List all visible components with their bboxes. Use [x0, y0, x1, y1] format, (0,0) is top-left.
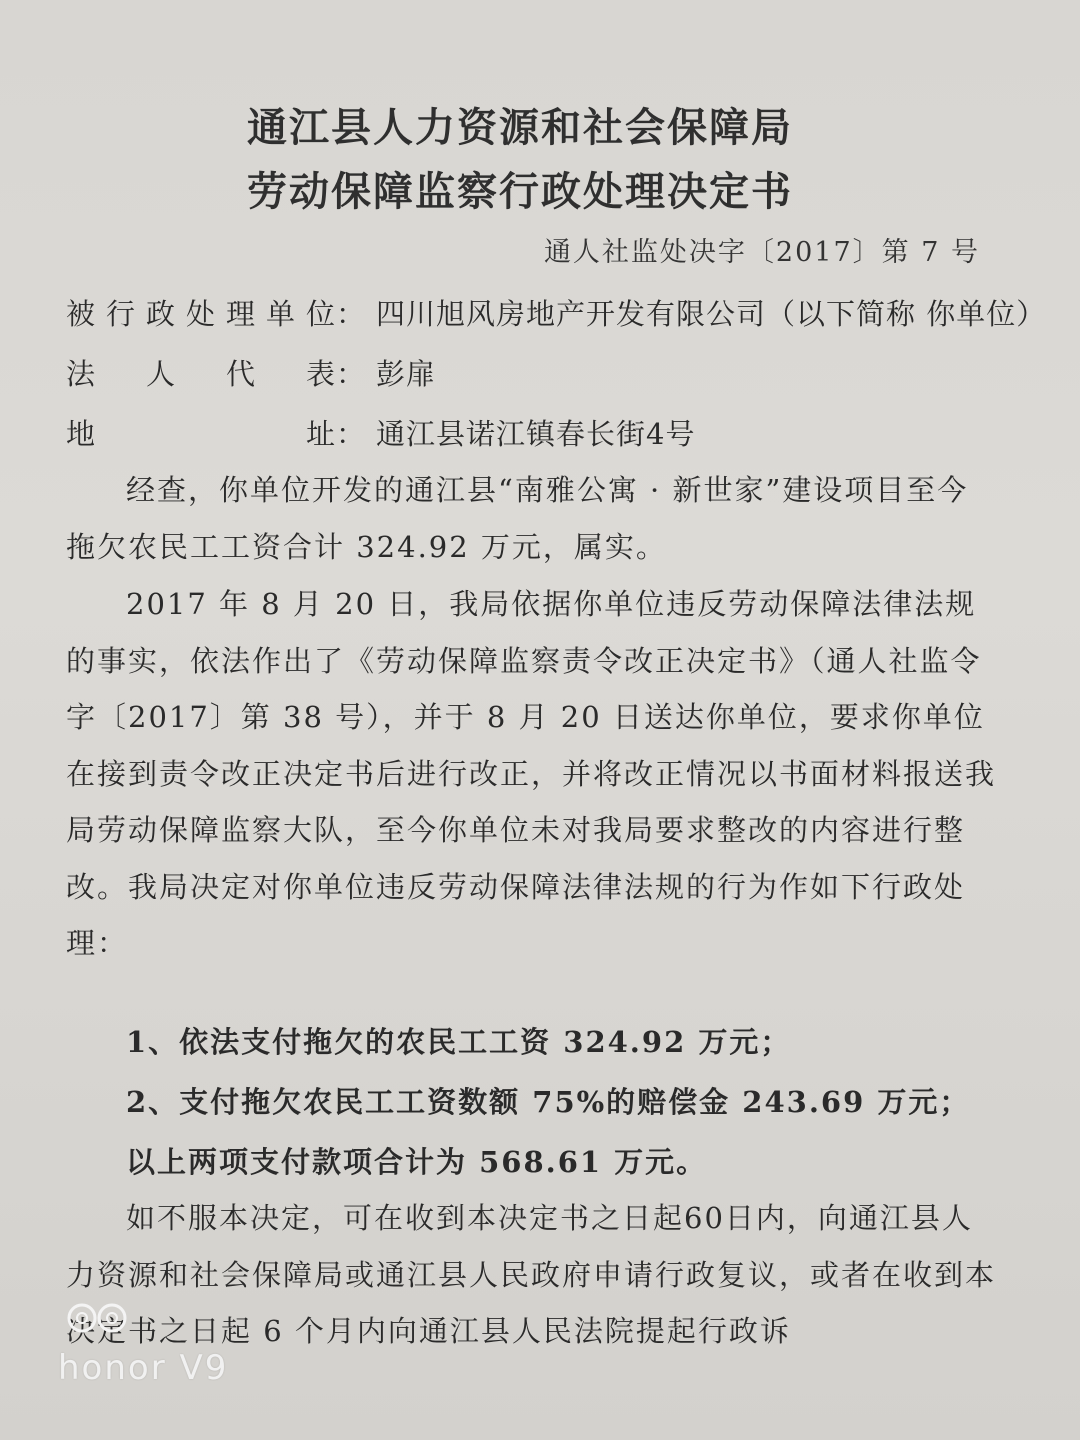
dual-camera-icon	[66, 1300, 130, 1336]
field-party-colon: ：	[336, 297, 367, 331]
field-party	[66, 292, 1046, 333]
field-address	[66, 412, 695, 453]
field-party-label: 被行政处理单位	[66, 297, 336, 331]
camera-watermark: honor V9	[58, 1348, 229, 1388]
field-party-value: 四川旭风房地产开发有限公司（以下简称 你单位）	[376, 297, 1047, 331]
field-legal-rep-value: 彭扉	[376, 357, 437, 391]
field-address-colon: ：	[336, 417, 367, 451]
paragraph-decision: 2017 年 8 月 20 日，我局依据你单位违反劳动保障法律法规的事实，依法作出了《劳动保障监察责令改正决定书》（通人社监令字〔2017〕第 38 号），并于 8 月 20 日送达你单位，要求你单位在接到责令改正决定书后进行改正，并将改正情况以书面材料报送我局劳动保障监察大队，至今你单位未对我局要求整改的内容进行整改。我局决定对你单位违反劳动保障法律法规的行为作如下行政处理：	[66, 587, 997, 960]
document-title-line1: 通江县人力资源和社会保障局	[247, 105, 793, 151]
field-address-value: 通江县诺江镇春长街4号	[376, 417, 696, 451]
paragraph-findings: 经查，你单位开发的通江县“南雅公寓 · 新世家”建设项目至今拖欠农民工工资合计 324.92 万元，属实。	[66, 473, 969, 564]
document-title-line2: 劳动保障监察行政处理决定书	[247, 169, 793, 215]
document-number: 通人社监处决字〔2017〕第 7 号	[543, 237, 980, 268]
field-legal-rep	[66, 352, 436, 393]
decision-item-1: 1、依法支付拖欠的农民工工资 324.92 万元；	[126, 1025, 792, 1059]
paragraph-appeal: 如不服本决定，可在收到本决定书之日起60日内，向通江县人力资源和社会保障局或通江县人民政府申请行政复议，或者在收到本决定书之日起 6 个月内向通江县人民法院提起行政诉	[66, 1201, 997, 1348]
decision-total: 以上两项支付款项合计为 568.61 万元。	[126, 1145, 708, 1179]
field-legal-rep-colon: ：	[336, 357, 367, 391]
field-legal-rep-label: 法人代表	[66, 357, 336, 391]
field-address-label: 地址	[66, 417, 336, 451]
decision-item-2: 2、支付拖欠农民工工资数额 75%的赔偿金 243.69 万元；	[126, 1085, 971, 1119]
